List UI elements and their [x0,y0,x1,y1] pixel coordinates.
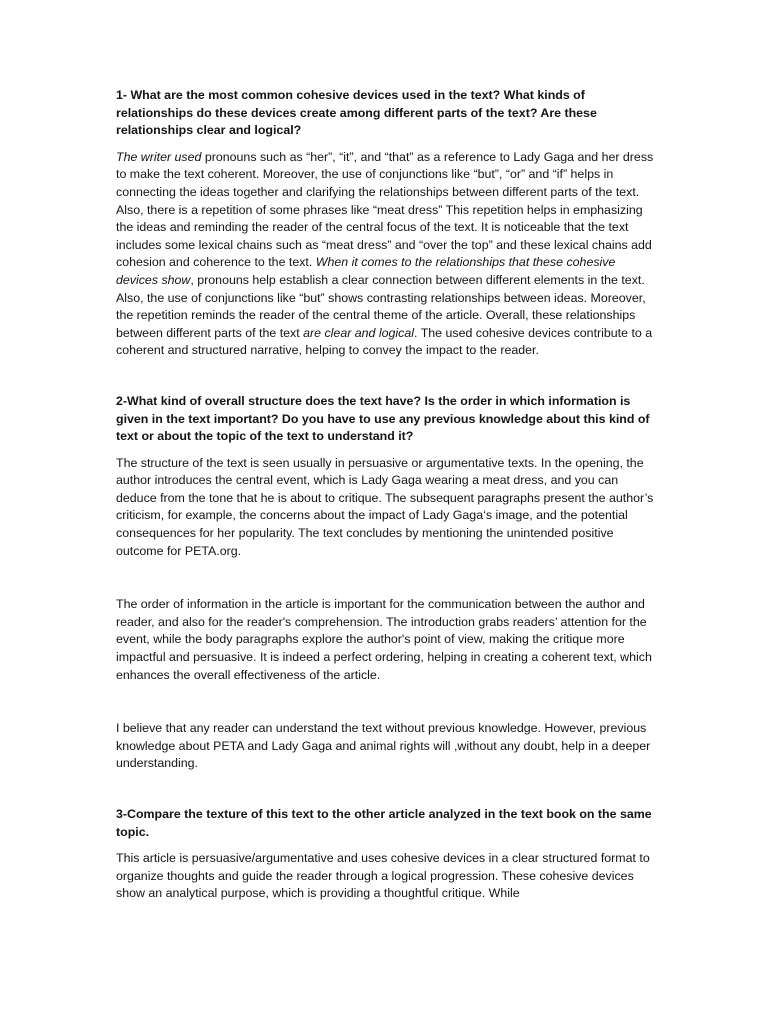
question-2-heading: 2-What kind of overall structure does the text have? Is the order in which information is given in the text important? Do you have to use any previous knowledge about this kind of text or about the topic of the text to understand it? [116,393,650,444]
answer-1-paragraph [116,149,656,360]
answer-2-paragraph-1: The structure of the text is seen usually in persuasive or argumentative texts. In the opening, the author introduces the central event, which is Lady Gaga wearing a meat dress, and you can deduce from the tone that he is about to critique. The subsequent paragraphs present the author’s criticism, for example, the concerns about the impact of Lady Gaga‘s image, and the potential consequences for her popularity. The text concludes by mentioning the unintended positive outcome for PETA.org. [116,455,654,558]
answer-1-text-1: pronouns such as “her”, “it”, and “that” as a reference to Lady Gaga and her dress to make the text coherent. Moreover, the use of conjunctions like “but”, “or” and “if” helps in connecting the ideas together and clarifying the relationships between different parts of the text. Also, there is a repetition of some phrases like “meat dress” This repetition helps in emphasizing the ideas and reminding the reader of the central focus of the text. It is noticeable that the text includes some lexical chains such as “meat dress” and “over the top” and these lexical chains add cohesion and coherence to the text. [116,149,654,270]
answer-3-paragraph-1: This article is persuasive/argumentative and uses cohesive devices in a clear structured format to organize thoughts and guide the reader through a logical progression. These cohesive devices show an analytical purpose, which is providing a thoughtful critique. While [116,851,650,901]
answer-1-italic-3: are clear and logical [303,325,415,340]
answer-1-text-2: , pronouns help establish a clear connection between different elements in the text. Also, the use of conjunctions like “but” shows contrasting relationships between ideas. Moreover, the repetition reminds the reader of the central theme of the article. Overall, these relationships between different parts of the text [116,272,646,340]
answer-1-italic-2: When it comes to the relationships that these cohesive devices show [116,255,616,287]
answer-2-paragraph-2: The order of information in the article is important for the communication between the author and reader, and also for the reader's comprehension. The introduction grabs readers’ attention for the event, while the body paragraphs explore the author's point of view, making the critique more impactful and persuasive. It is indeed a perfect ordering, helping in creating a coherent text, which enhances the overall effectiveness of the article. [116,597,652,682]
question-3-heading: 3-Compare the texture of this text to the other article analyzed in the text book on the same topic. [116,807,652,839]
answer-1-italic-1: The writer used [116,149,202,164]
answer-2-paragraph-3: I believe that any reader can understand the text without previous knowledge. However, previous knowledge about PETA and Lady Gaga and animal rights will ,without any doubt, help in a deeper understanding. [116,721,651,771]
answer-1-text-3: . The used cohesive devices contribute to a coherent and structured narrative, helping to convey the impact to the reader. [116,325,653,358]
document-page [116,87,656,903]
question-1-heading: 1- What are the most common cohesive devices used in the text? What kinds of relationships do these devices create among different parts of the text? Are these relationships clear and logical? [116,88,597,138]
